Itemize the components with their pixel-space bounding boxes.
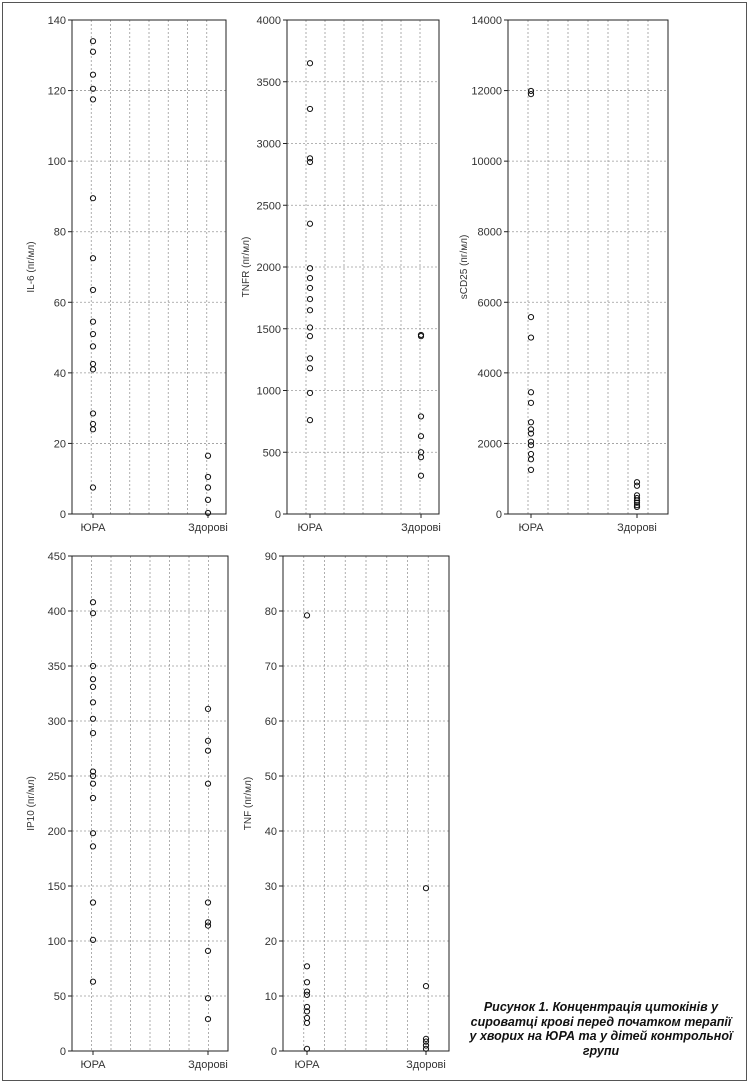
y-tick-label: 40 (53, 367, 66, 380)
y-tick-label: 250 (47, 771, 66, 783)
y-tick-label: 40 (264, 826, 277, 838)
y-tick-label: 6000 (477, 297, 502, 310)
y-axis-label: TNF (пг/мл) (243, 776, 254, 831)
data-point (304, 964, 309, 969)
x-category-label: ЮРА (294, 1059, 320, 1071)
y-tick-label: 60 (53, 297, 66, 310)
y-tick-label: 0 (270, 1046, 277, 1058)
y-tick-label: 300 (47, 716, 66, 728)
y-tick-label: 20 (53, 438, 66, 451)
data-point (304, 1020, 309, 1025)
y-tick-label: 100 (47, 156, 66, 169)
x-category-label: Здорові (188, 1059, 228, 1071)
y-tick-label: 10 (264, 991, 277, 1003)
y-tick-label: 0 (59, 1046, 66, 1058)
y-tick-label: 2500 (256, 200, 281, 213)
y-axis-label: TNFR (пг/мл) (241, 236, 252, 298)
y-tick-label: 80 (264, 606, 277, 618)
x-category-label: ЮРА (518, 522, 544, 534)
x-category-label: Здорові (188, 522, 228, 534)
y-tick-label: 400 (47, 606, 66, 618)
y-tick-label: 0 (495, 509, 502, 521)
y-tick-label: 50 (53, 991, 66, 1003)
y-tick-label: 1500 (256, 323, 281, 336)
x-category-label: Здорові (401, 522, 441, 534)
y-tick-label: 100 (47, 936, 66, 948)
y-tick-label: 80 (53, 226, 66, 239)
data-point (423, 984, 428, 989)
y-axis-label: IP10 (пг/мл) (26, 776, 37, 831)
data-point (304, 992, 309, 997)
y-tick-label: 10000 (471, 156, 502, 169)
y-tick-label: 200 (47, 826, 66, 838)
y-tick-label: 30 (264, 881, 277, 893)
y-tick-label: 1000 (256, 385, 281, 398)
y-tick-label: 500 (262, 447, 281, 460)
data-point (304, 1015, 309, 1020)
figure-caption: Рисунок 1. Концентрація цитокінів у сироватці крові перед початком терапії у хворих на ЮРА та у дітей контрольної групи (469, 1000, 733, 1058)
y-tick-label: 350 (47, 661, 66, 673)
data-point (304, 980, 309, 985)
x-category-label: ЮРА (80, 522, 106, 534)
y-tick-label: 120 (47, 85, 66, 98)
y-tick-label: 0 (59, 509, 66, 521)
y-tick-label: 12000 (471, 85, 502, 98)
y-axis-label: IL-6 (пг/мл) (26, 241, 37, 293)
y-tick-label: 2000 (477, 438, 502, 451)
y-tick-label: 3500 (256, 76, 281, 89)
y-tick-label: 50 (264, 771, 277, 783)
y-tick-label: 14000 (471, 15, 502, 27)
x-category-label: Здорові (406, 1059, 446, 1071)
data-point (304, 613, 309, 618)
y-tick-label: 8000 (477, 226, 502, 239)
data-point (423, 886, 428, 891)
y-tick-label: 140 (47, 15, 66, 27)
y-tick-label: 20 (264, 936, 277, 948)
y-tick-label: 70 (264, 661, 277, 673)
y-tick-label: 60 (264, 716, 277, 728)
y-tick-label: 150 (47, 881, 66, 893)
y-axis-label: sCD25 (пг/мл) (459, 234, 470, 300)
y-tick-label: 0 (274, 509, 281, 521)
x-category-label: ЮРА (297, 522, 323, 534)
x-category-label: ЮРА (80, 1059, 106, 1071)
y-tick-label: 4000 (477, 367, 502, 380)
y-tick-label: 4000 (256, 15, 281, 27)
y-tick-label: 450 (47, 551, 66, 563)
y-tick-label: 3000 (256, 138, 281, 151)
y-tick-label: 2000 (256, 262, 281, 274)
y-tick-label: 90 (264, 551, 277, 563)
x-category-label: Здорові (617, 522, 657, 534)
